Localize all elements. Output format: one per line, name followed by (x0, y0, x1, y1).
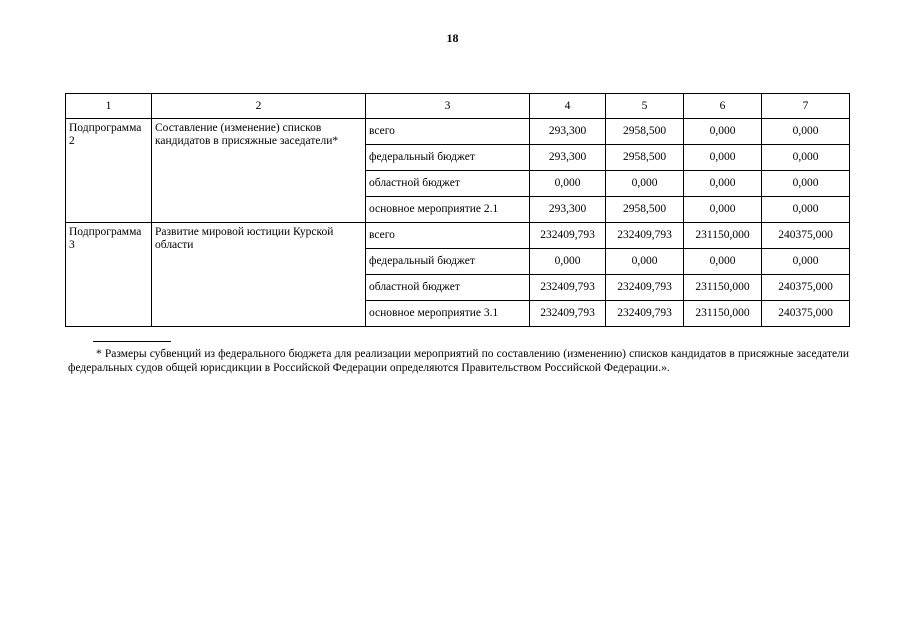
footnote: * Размеры субвенций из федерального бюджета для реализации мероприятий по составлению (изменению) списков кандидатов в присяжные заседатели федеральных судов общей юрисдикции в Российской Федерации определяются Правительством Российской Федерации.». (68, 348, 849, 374)
value-cell: 2958,500 (606, 119, 684, 145)
value-cell: 0,000 (762, 171, 850, 197)
value-cell: 0,000 (684, 119, 762, 145)
table-header-row (66, 94, 850, 119)
header-cell: 6 (684, 94, 762, 119)
value-cell: 0,000 (684, 249, 762, 275)
value-cell: 0,000 (606, 249, 684, 275)
value-cell: 293,300 (530, 145, 606, 171)
table-row (66, 119, 850, 145)
value-cell: 0,000 (606, 171, 684, 197)
value-cell: 231150,000 (684, 275, 762, 301)
value-cell: 231150,000 (684, 301, 762, 327)
value-cell: 240375,000 (762, 301, 850, 327)
value-cell: 0,000 (684, 145, 762, 171)
header-cell: 5 (606, 94, 684, 119)
program-description-cell: Развитие мировой юстиции Курской области (152, 223, 366, 327)
header-cell: 3 (366, 94, 530, 119)
value-cell: 0,000 (530, 171, 606, 197)
header-cell: 2 (152, 94, 366, 119)
value-cell: 0,000 (762, 145, 850, 171)
value-cell: 232409,793 (606, 301, 684, 327)
row-label-cell: основное мероприятие 2.1 (366, 197, 530, 223)
budget-table (65, 93, 850, 327)
value-cell: 240375,000 (762, 223, 850, 249)
value-cell: 232409,793 (530, 223, 606, 249)
row-label-cell: областной бюджет (366, 275, 530, 301)
program-cell: Подпрограмма 3 (66, 223, 152, 327)
value-cell: 0,000 (530, 249, 606, 275)
row-label-cell: всего (366, 223, 530, 249)
value-cell: 231150,000 (684, 223, 762, 249)
value-cell: 293,300 (530, 197, 606, 223)
value-cell: 0,000 (762, 249, 850, 275)
row-label-cell: федеральный бюджет (366, 249, 530, 275)
value-cell: 0,000 (684, 171, 762, 197)
value-cell: 0,000 (762, 197, 850, 223)
value-cell: 2958,500 (606, 145, 684, 171)
value-cell: 232409,793 (530, 301, 606, 327)
program-description-cell: Составление (изменение) списков кандидатов в присяжные заседатели* (152, 119, 366, 223)
row-label-cell: областной бюджет (366, 171, 530, 197)
value-cell: 293,300 (530, 119, 606, 145)
footnote-divider (93, 341, 171, 342)
row-label-cell: всего (366, 119, 530, 145)
table-row (66, 223, 850, 249)
value-cell: 232409,793 (530, 275, 606, 301)
program-cell: Подпрограмма 2 (66, 119, 152, 223)
value-cell: 232409,793 (606, 275, 684, 301)
header-cell: 7 (762, 94, 850, 119)
page-number: 18 (446, 31, 459, 45)
value-cell: 0,000 (762, 119, 850, 145)
row-label-cell: основное мероприятие 3.1 (366, 301, 530, 327)
row-label-cell: федеральный бюджет (366, 145, 530, 171)
header-cell: 4 (530, 94, 606, 119)
header-cell: 1 (66, 94, 152, 119)
value-cell: 232409,793 (606, 223, 684, 249)
value-cell: 2958,500 (606, 197, 684, 223)
value-cell: 0,000 (684, 197, 762, 223)
value-cell: 240375,000 (762, 275, 850, 301)
table-body (66, 94, 850, 327)
